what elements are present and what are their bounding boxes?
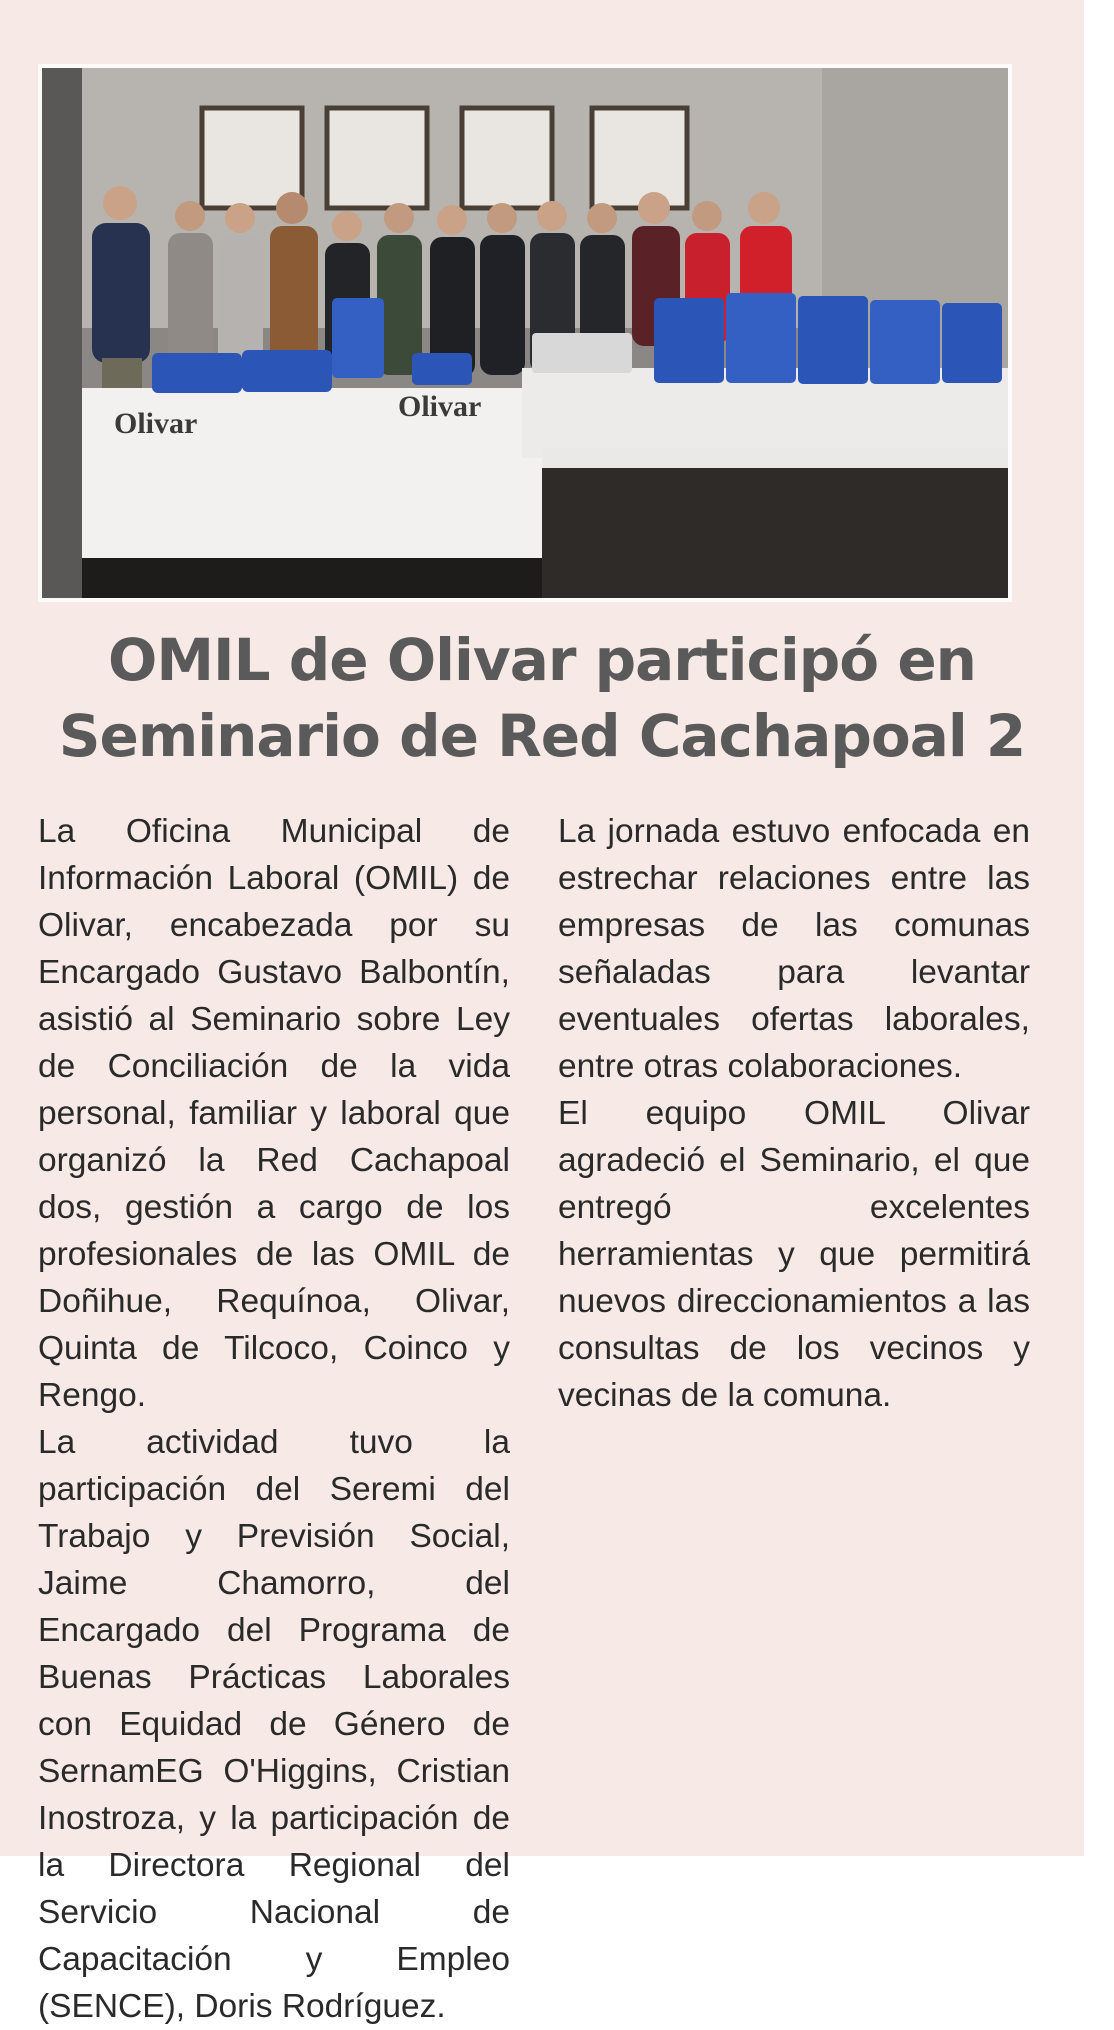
wall-frame [327, 108, 427, 208]
table-logo-center: Olivar [398, 390, 482, 423]
article-paragraph-4: El equipo OMIL Olivar agradeció el Seminario, el que entregó excelentes herramientas y que permitirá nuevos direccionamientos a las consultas de los vecinos y vecinas de la comuna. [558, 1095, 1030, 1414]
article-column-right [558, 808, 1030, 1419]
article-paragraph-3: La jornada estuvo enfocada en estrechar relaciones entre las empresas de las comunas señaladas para levantar eventuales ofertas laborales, entre otras colaboraciones. [558, 813, 1030, 1085]
article-column-left [38, 808, 510, 2030]
group-photo-illustration [42, 68, 1008, 598]
article-paragraph-1: La Oficina Municipal de Información Laboral (OMIL) de Olivar, encabezada por su Encargado Gustavo Balbontín, asistió al Seminario sobre Ley de Conciliación de la vida personal, familiar y laboral que organizó la Red Cachapoal dos, gestión a cargo de los profesionales de las OMIL de Doñihue, Requínoa, Olivar, Quinta de Tilcoco, Coinco y Rengo. [38, 813, 510, 1414]
display-tables [82, 368, 1008, 598]
table-logo-left: Olivar [114, 407, 198, 440]
article-headline: OMIL de Olivar participó en Seminario de Red Cachapoal 2 [58, 626, 1026, 770]
wall-frame [462, 108, 552, 208]
article-paragraph-2: La actividad tuvo la participación del Seremi del Trabajo y Previsión Social, Jaime Chamorro, del Encargado del Programa de Buenas Prácticas Laborales con Equidad de Género de SernamEG O'Higgins, Cristian Inostroza, y la participación de la Directora Regional del Servicio Nacional de Capacitación y Empleo (SENCE), Doris Rodríguez. [38, 1424, 510, 2025]
wall-frame [592, 108, 687, 208]
group-photo [38, 64, 1012, 602]
